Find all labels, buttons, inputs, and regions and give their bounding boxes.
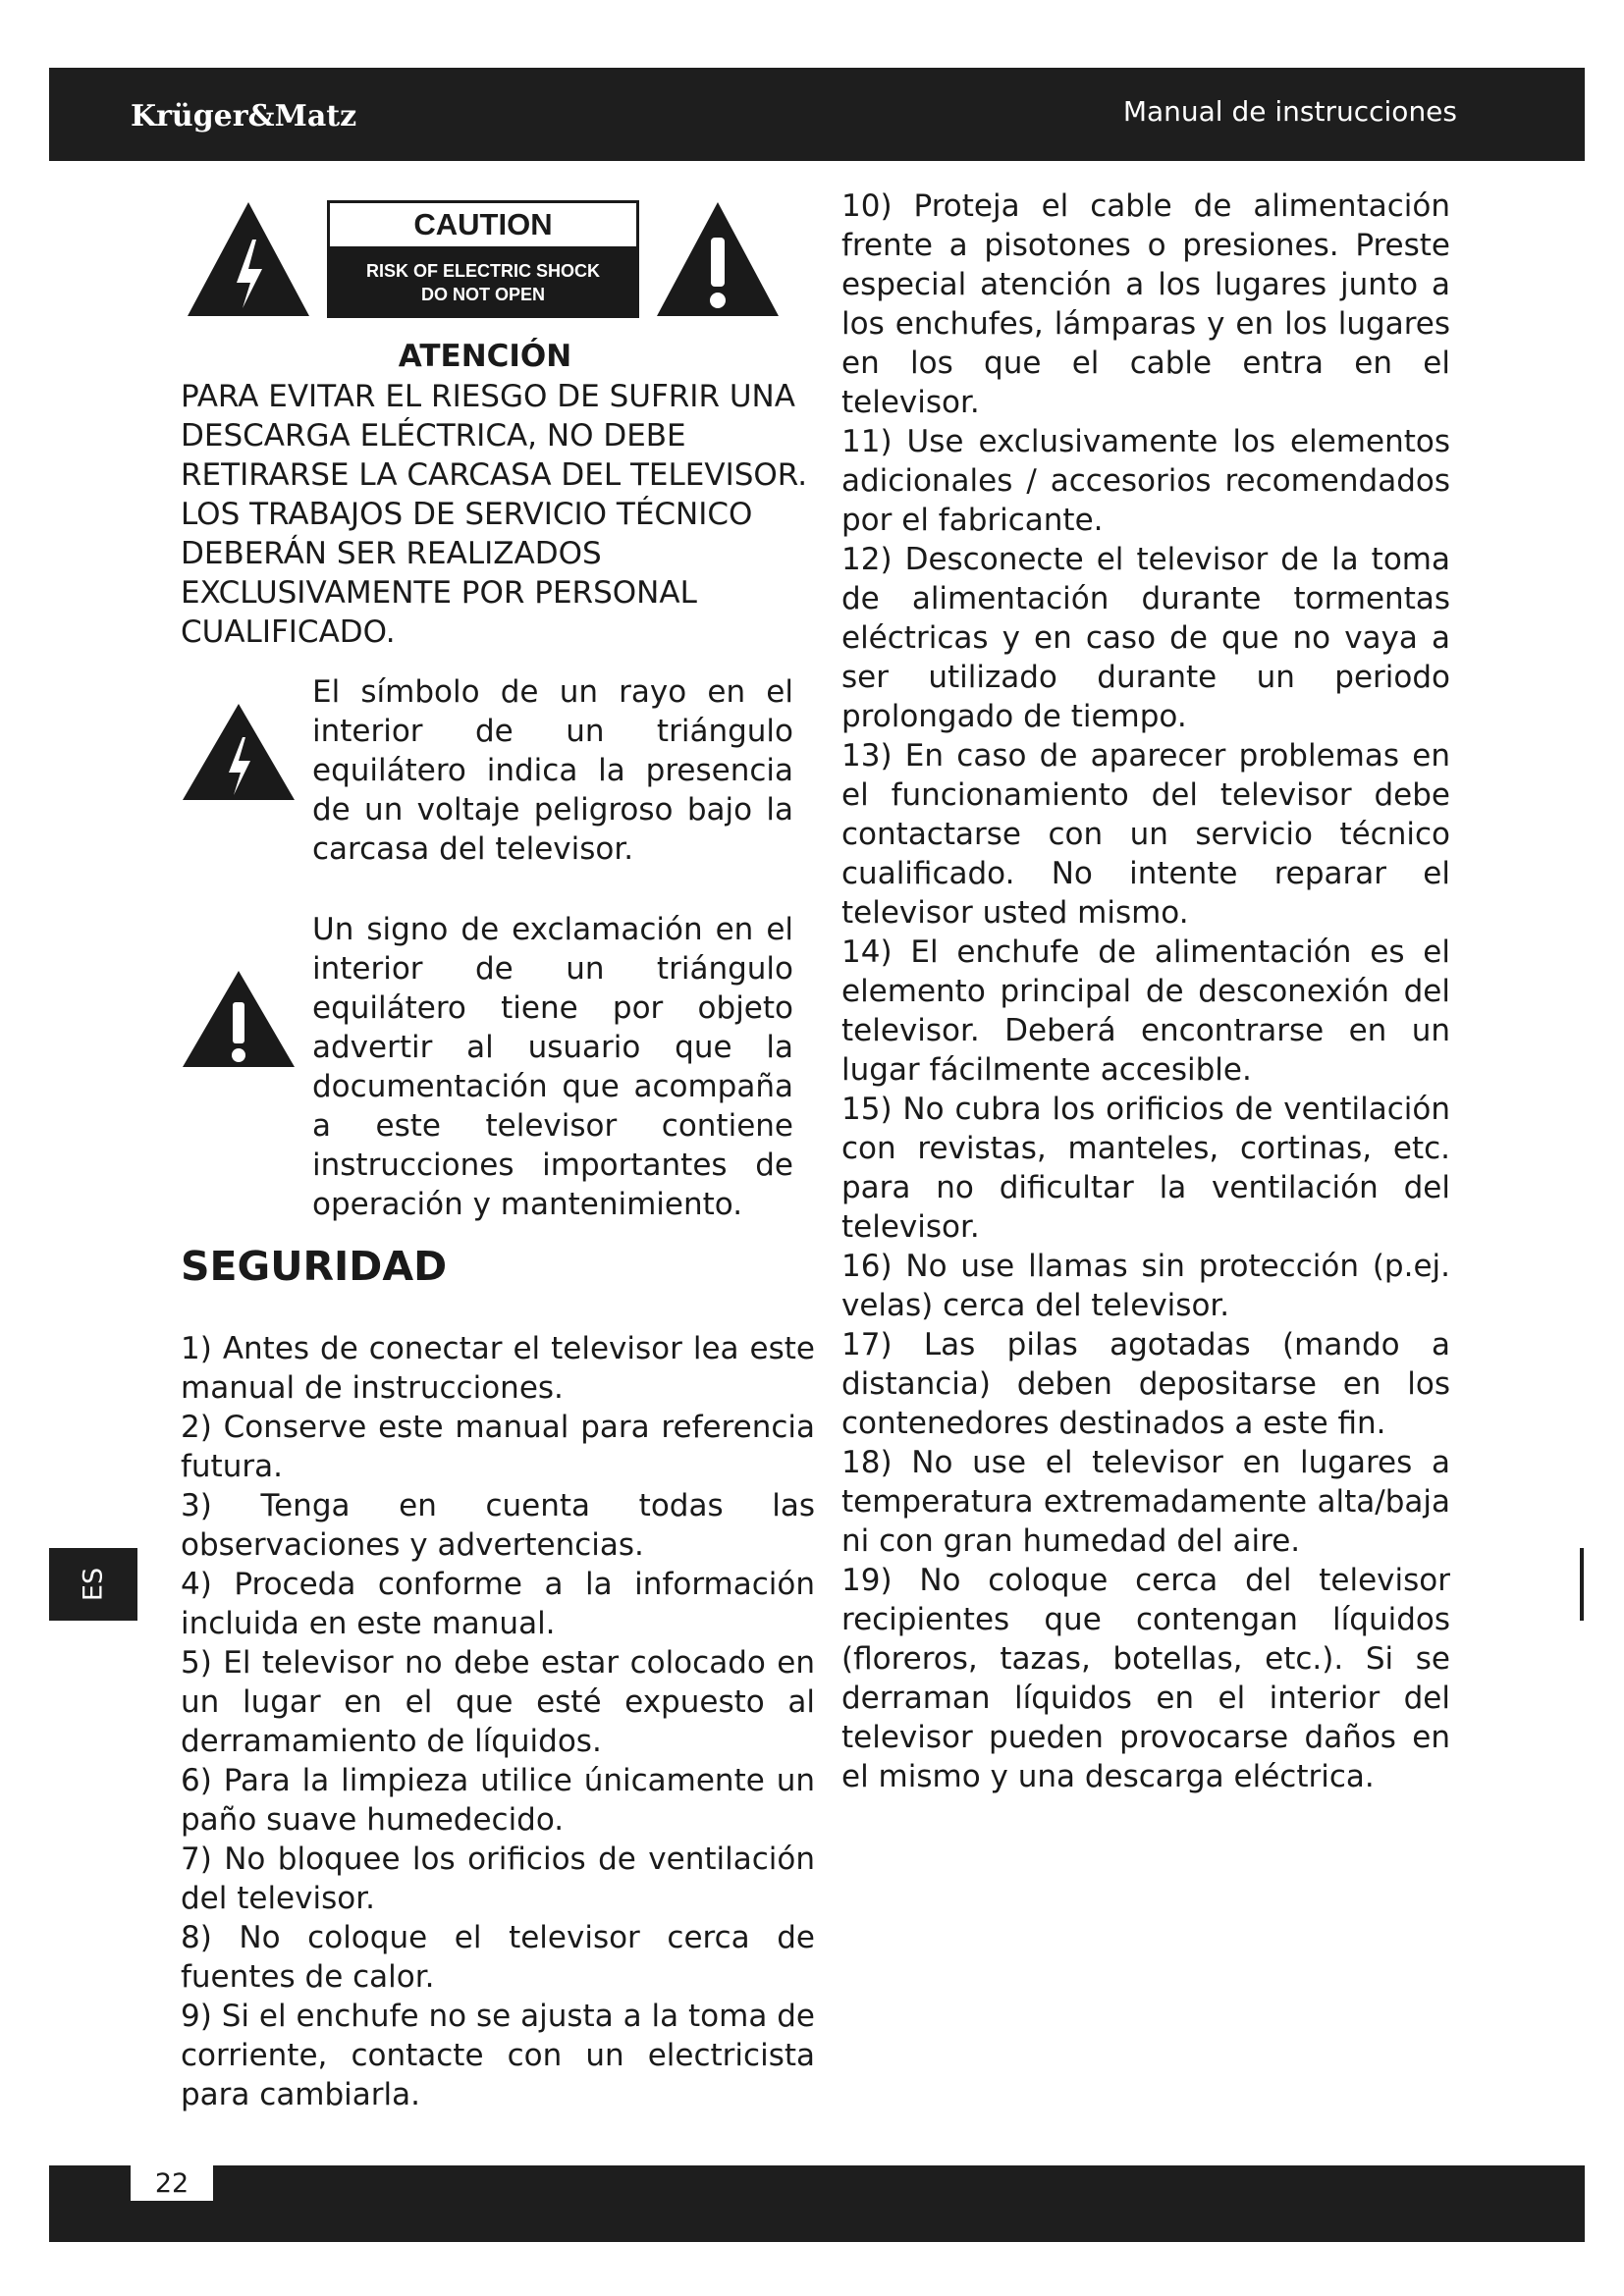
caution-line-1: RISK OF ELECTRIC SHOCK — [365, 260, 600, 281]
edge-marker — [1580, 1548, 1584, 1621]
safety-item: 2) Conserve este manual para referencia futura. — [181, 1410, 815, 1484]
safety-item: 17) Las pilas agotadas (mando a distancia) deben depositarse en los contenedores destinados a este fin. — [841, 1327, 1450, 1441]
manual-title: Manual de instrucciones — [1122, 95, 1457, 128]
page-number: 22 — [131, 2165, 213, 2201]
caution-line-2: DO NOT OPEN — [420, 284, 545, 304]
atencion-body: PARA EVITAR EL RIESGO DE SUFRIR UNA DESCARGA ELÉCTRICA, NO DEBE RETIRARSE LA CARCASA DEL TELEVISOR. LOS TRABAJOS DE SERVICIO TÉCNICO DEBERÁN SER REALIZADOS EXCLUSIVAMENTE POR PERSONAL CUALIFICADO. — [181, 379, 808, 650]
exclamation-symbol-text: Un signo de exclamación en el interior de un triángulo equilátero tiene por objeto advertir al usuario que la documentación que acompaña a este televisor contiene instrucciones importantes de operación y mantenimiento. — [312, 912, 793, 1222]
exclamation-warning-icon — [653, 198, 783, 320]
safety-item: 15) No cubra los orificios de ventilación con revistas, manteles, cortinas, etc. para no dificultar la ventilación del televisor. — [841, 1092, 1450, 1245]
safety-list-right — [841, 187, 1450, 1796]
lightning-triangle-icon — [181, 702, 297, 804]
caution-label — [327, 200, 639, 318]
lightning-symbol-text: El símbolo de un rayo en el interior de un triángulo equilátero indica la presencia de un voltaje peligroso bajo la carcasa del televisor. — [312, 674, 793, 867]
language-label: ES — [78, 1567, 109, 1602]
safety-item: 13) En caso de aparecer problemas en el funcionamiento del televisor debe contactarse con un servicio técnico cualificado. No intente reparar el televisor usted mismo. — [841, 738, 1450, 931]
safety-item: 9) Si el enchufe no se ajusta a la toma de corriente, contacte con un electricista para cambiarla. — [181, 1999, 815, 2112]
safety-item: 14) El enchufe de alimentación es el elemento principal de desconexión del televisor. Deberá encontrarse en un lugar fácilmente accesible. — [841, 934, 1450, 1088]
safety-item: 18) No use el televisor en lugares a temperatura extremadamente alta/baja ni con gran humedad del aire. — [841, 1445, 1450, 1559]
safety-list-left — [181, 1329, 815, 2114]
seguridad-heading: SEGURIDAD — [181, 1243, 448, 1290]
safety-item: 1) Antes de conectar el televisor lea este manual de instrucciones. — [181, 1331, 815, 1406]
safety-item: 10) Proteja el cable de alimentación frente a pisotones o presiones. Preste especial atención a los lugares junto a los enchufes, lámparas y en los lugares en los que el cable entra en el televisor. — [841, 188, 1450, 420]
safety-item: 7) No bloquee los orificios de ventilación del televisor. — [181, 1842, 815, 1916]
safety-item: 12) Desconecte el televisor de la toma de alimentación durante tormentas eléctricas y en caso de que no vaya a ser utilizado durante un periodo prolongado de tiempo. — [841, 542, 1450, 734]
header-bar — [49, 68, 1585, 161]
exclamation-triangle-icon — [181, 969, 297, 1071]
safety-item: 8) No coloque el televisor cerca de fuentes de calor. — [181, 1920, 815, 1995]
safety-item: 4) Proceda conforme a la información incluida en este manual. — [181, 1567, 815, 1641]
safety-item: 5) El televisor no debe estar colocado en un lugar en el que esté expuesto al derramamiento de líquidos. — [181, 1645, 815, 1759]
brand-logo: Krüger&Matz — [131, 99, 357, 133]
safety-item: 3) Tenga en cuenta todas las observaciones y advertencias. — [181, 1488, 815, 1563]
safety-item: 11) Use exclusivamente los elementos adicionales / accesorios recomendados por el fabricante. — [841, 424, 1450, 538]
atencion-title: ATENCIÓN — [398, 339, 572, 374]
safety-item: 6) Para la limpieza utilice únicamente un paño suave humedecido. — [181, 1763, 815, 1838]
safety-item: 19) No coloque cerca del televisor recipientes que contengan líquidos (floreros, tazas, botellas, etc.). Si se derraman líquidos en el interior del televisor pueden provocarse daños en el mismo y una descarga eléctrica. — [841, 1563, 1450, 1794]
caution-subtext — [330, 249, 636, 315]
lightning-warning-icon — [184, 198, 313, 320]
footer-bar — [49, 2165, 1585, 2242]
safety-item: 16) No use llamas sin protección (p.ej. velas) cerca del televisor. — [841, 1249, 1450, 1323]
caution-heading: CAUTION — [330, 203, 636, 249]
caution-graphic — [184, 198, 783, 322]
language-tab — [49, 1548, 137, 1621]
